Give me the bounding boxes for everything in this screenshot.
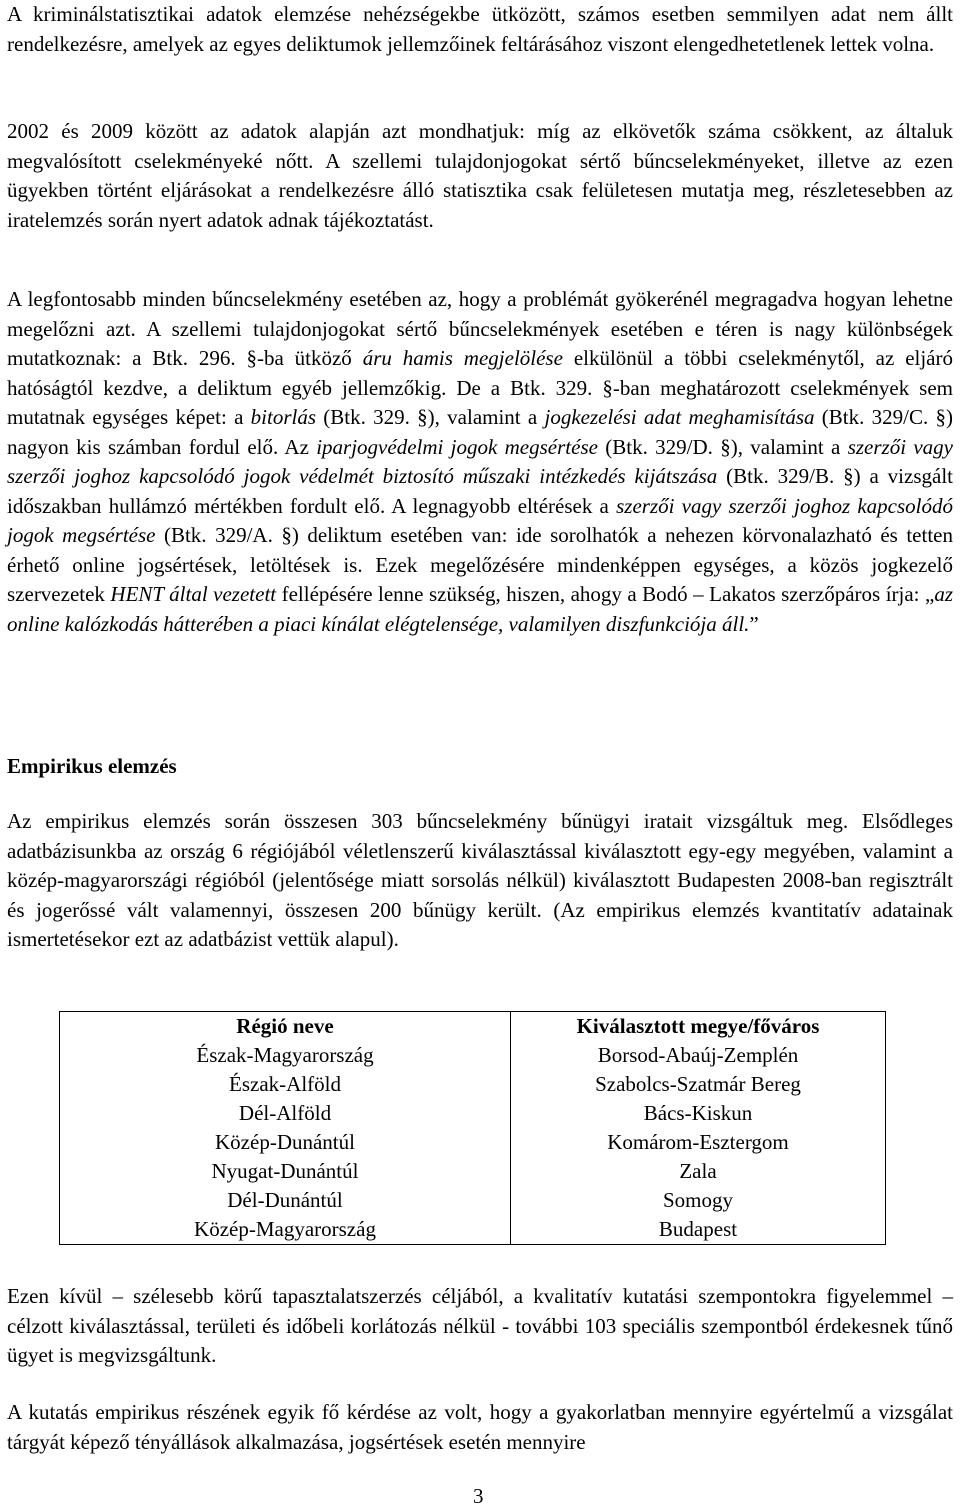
table-header-row <box>60 1012 886 1042</box>
cell-county: Borsod-Abaúj-Zemplén <box>511 1041 886 1070</box>
cell-county: Bács-Kiskun <box>511 1099 886 1128</box>
cell-region: Észak-Alföld <box>60 1070 511 1099</box>
cell-region: Nyugat-Dunántúl <box>60 1157 511 1186</box>
section-heading: Empirikus elemzés <box>7 754 177 778</box>
paragraph-empirical: Az empirikus elemzés során összesen 303 bűncselekmény bűnügyi iratait vizsgáltuk meg. Elsődleges adatbázisunkba az ország 6 régiójából véletlenszerű kiválasztással kiválasztott egy-egy megyében, valamint a közép-magyarországi régióból (jelentősége miatt sorsolás nélkül) kiválasztott Budapesten 2008-ban regisztrált és jogerőssé vált valamennyi, összesen 200 bűnügy került. (Az empirikus elemzés kvantitatív adatainak ismertetésekor ezt az adatbázist vettük alapul). <box>7 809 953 951</box>
cell-county: Budapest <box>511 1215 886 1245</box>
table-row <box>60 1215 886 1245</box>
table-row <box>60 1157 886 1186</box>
paragraph-research-question: A kutatás empirikus részének egyik fő kérdése az volt, hogy a gyakorlatban mennyire egyértelmű a vizsgálat tárgyát képező tényállások alkalmazása, jogsértések esetén mennyire <box>7 1400 953 1454</box>
page-number: 3 <box>473 1484 484 1508</box>
paragraph-prevention: A legfontosabb minden bűncselekmény esetében az, hogy a problémát gyökerénél megragadva hogyan lehetne megelőzni azt. A szellemi tulajdonjogokat sértő bűncselekmények esetében e téren is nagy különbségek mutatkoznak: a Btk. 296. §-ba ütköző áru hamis megjelölése elkülönül a többi cselekménytől, az eljáró hatóságtól kezdve, a deliktum egyéb jellemzőkig. De a Btk. 329. §-ban meghatározott cselekmények sem mutatnak egységes képet: a bitorlás (Btk. 329. §), valamint a jogkezelési adat meghamisítása (Btk. 329/C. §) nagyon kis számban fordul elő. Az iparjogvédelmi jogok megsértése (Btk. 329/D. §), valamint a szerzői vagy szerzői joghoz kapcsolódó jogok védelmét biztosító műszaki intézkedés kijátszása (Btk. 329/B. §) a vizsgált időszakban hullámzó mértékben fordult elő. A legnagyobb eltérések a szerzői vagy szerzői joghoz kapcsolódó jogok megsértése (Btk. 329/A. §) deliktum esetében van: ide sorolhatók a nehezen körvonalazható és tetten érhető online jogsértések, letöltések is. Ezek megelőzésére mindenképpen egységes, a közös jogkezelő szervezetek HENT által vezetett fellépésére lenne szükség, hiszen, ahogy a Bodó – Lakatos szerzőpáros írja: „az online kalózkodás hátterében a piaci kínálat elégtelensége, valamilyen diszfunkciója áll.” <box>7 287 953 636</box>
cell-region: Dél-Dunántúl <box>60 1186 511 1215</box>
table-row <box>60 1186 886 1215</box>
region-table <box>59 1011 886 1245</box>
table-row <box>60 1099 886 1128</box>
table-row <box>60 1070 886 1099</box>
cell-county: Szabolcs-Szatmár Bereg <box>511 1070 886 1099</box>
table-row <box>60 1041 886 1070</box>
paragraph-statistics: 2002 és 2009 között az adatok alapján azt mondhatjuk: míg az elkövetők száma csökkent, az általuk megvalósított cselekményeké nőtt. A szellemi tulajdonjogokat sértő bűncselekményeket, illetve az ezen ügyekben történt eljárásokat a rendelkezésre álló statisztika csak felületesen mutatja meg, részletesebben az iratelemzés során nyert adatok adnak tájékoztatást. <box>7 119 953 232</box>
header-region: Régió neve <box>60 1012 511 1042</box>
cell-county: Zala <box>511 1157 886 1186</box>
cell-county: Somogy <box>511 1186 886 1215</box>
cell-region: Közép-Dunántúl <box>60 1128 511 1157</box>
cell-county: Komárom-Esztergom <box>511 1128 886 1157</box>
paragraph-intro: A kriminálstatisztikai adatok elemzése nehézségekbe ütközött, számos esetben semmilyen adat nem állt rendelkezésre, amelyek az egyes deliktumok jellemzőinek feltárásához viszont elengedhetetlenek lettek volna. <box>7 2 953 56</box>
cell-region: Észak-Magyarország <box>60 1041 511 1070</box>
cell-region: Dél-Alföld <box>60 1099 511 1128</box>
header-county: Kiválasztott megye/főváros <box>511 1012 886 1042</box>
table-row <box>60 1128 886 1157</box>
cell-region: Közép-Magyarország <box>60 1215 511 1245</box>
paragraph-additional: Ezen kívül – szélesebb körű tapasztalatszerzés céljából, a kvalitatív kutatási szempontokra figyelemmel – célzott kiválasztással, területi és időbeli korlátozás nélkül - további 103 speciális szempontból érdekesnek tűnő ügyet is megvizsgáltunk. <box>7 1284 953 1367</box>
